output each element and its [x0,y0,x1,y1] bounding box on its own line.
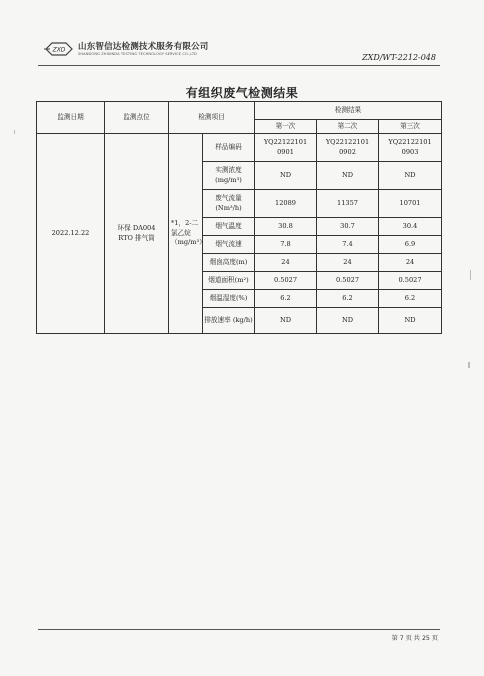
row-label: 废气流量 (Nm³/h) [203,190,255,218]
company-name-cn: 山东智信达检测技术服务有限公司 [78,42,209,52]
cell-point: 环保 DA004 RTO 排气筒 [105,134,169,334]
cell-value: 7.4 [317,236,379,254]
cell-value: 30.8 [255,218,317,236]
row-label: 烟囱高度(m) [203,254,255,272]
cell-value: ND [379,162,442,190]
cell-value: 6.9 [379,236,442,254]
page-number: 第 7 页 共 25 页 [391,635,438,642]
cell-value: 0.5027 [317,272,379,290]
header-rule [38,65,440,66]
cell-value: 24 [379,254,442,272]
scan-speck [14,130,15,134]
cell-value: 0.5027 [379,272,442,290]
cell-value: YQ22122101 0902 [317,134,379,162]
cell-value: ND [255,308,317,334]
cell-value: YQ22122101 0901 [255,134,317,162]
cell-value: YQ22122101 0903 [379,134,442,162]
cell-value: 30.4 [379,218,442,236]
cell-value: ND [255,162,317,190]
cell-value: 30.7 [317,218,379,236]
cell-value: 24 [255,254,317,272]
document-code: ZXD/WT-2212-048 [362,53,436,62]
header-date: 监测日期 [37,102,105,134]
cell-value: 12089 [255,190,317,218]
header-run-3: 第三次 [379,120,442,134]
row-label: 实测浓度 (mg/m³) [203,162,255,190]
header-run-2: 第二次 [317,120,379,134]
cell-value: 6.2 [379,290,442,308]
cell-value: 6.2 [255,290,317,308]
cell-value: 6.2 [317,290,379,308]
cell-value: 10701 [379,190,442,218]
company-name-en: SHANDONG ZHIXINDA TESTING TECHNOLOGY SERVICE CO.,LTD [78,52,197,56]
header-item: 检测项目 [169,102,255,134]
cell-value: ND [379,308,442,334]
row-label: 烟气温度 [203,218,255,236]
row-label: 样品编码 [203,134,255,162]
cell-value: ND [317,308,379,334]
cell-item: *1，2-二氯乙烷（mg/m³） [169,134,203,334]
company-logo [44,40,74,58]
logo-text: ZXD [52,46,66,54]
cell-value: 24 [317,254,379,272]
header-run-1: 第一次 [255,120,317,134]
scan-speck [470,270,471,280]
cell-value: ND [317,162,379,190]
row-label: 烟温湿度(%) [203,290,255,308]
cell-date: 2022.12.22 [37,134,105,334]
row-label: 烟气流速 [203,236,255,254]
cell-value: 7.8 [255,236,317,254]
results-table [36,101,442,334]
header-results: 检测结果 [255,102,442,120]
page-title: 有组织废气检测结果 [185,86,299,100]
table-row [37,134,442,162]
row-label: 烟道面积(m²) [203,272,255,290]
header-point: 监测点位 [105,102,169,134]
cell-value: 11357 [317,190,379,218]
scan-speck [468,362,470,368]
cell-value: 0.5027 [255,272,317,290]
footer-rule [38,629,440,630]
row-label: 排放速率 (kg/h) [203,308,255,334]
